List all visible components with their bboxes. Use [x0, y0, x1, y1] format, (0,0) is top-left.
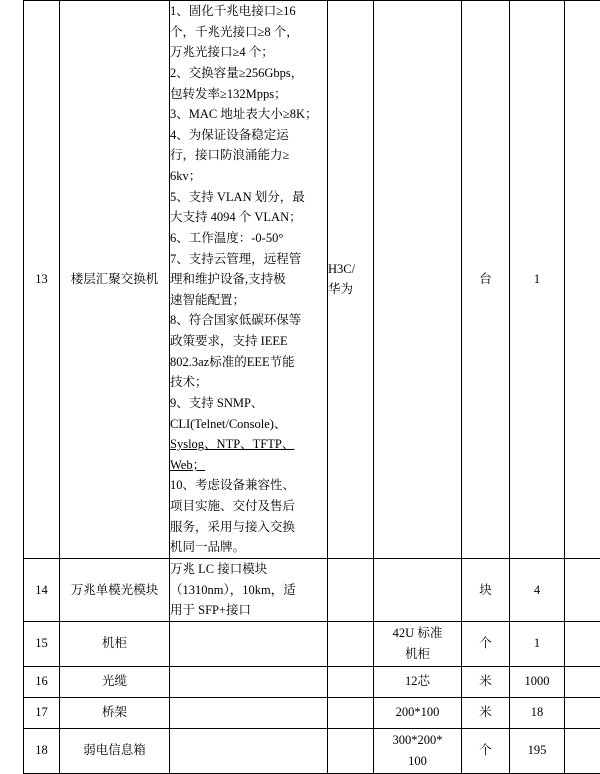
item-brand	[328, 1, 374, 559]
param-line: 100	[374, 751, 461, 772]
item-param	[374, 621, 462, 666]
spec-line: 6、工作温度：-0-50°	[170, 228, 327, 249]
item-name: 楼层汇聚交换机	[60, 1, 170, 559]
item-remark	[565, 1, 600, 559]
item-remark	[565, 666, 600, 697]
item-unit: 个	[462, 728, 510, 773]
spec-line: 2、交换容量≥256Gbps，	[170, 63, 327, 84]
row-index: 16	[24, 666, 60, 697]
item-brand	[328, 666, 374, 697]
spec-line: 万兆 LC 接口模块	[170, 559, 327, 580]
table-row	[24, 621, 600, 666]
table-body	[24, 1, 600, 774]
row-index: 17	[24, 697, 60, 728]
spec-line: 万兆光接口≥4 个；	[170, 42, 327, 63]
spec-line: 速智能配置；	[170, 290, 327, 311]
spec-line: 10、考虑设备兼容性、	[170, 475, 327, 496]
item-spec	[170, 728, 328, 773]
spec-line: CLI(Telnet/Console)、	[170, 414, 327, 435]
row-index: 14	[24, 558, 60, 621]
item-spec	[170, 621, 328, 666]
spec-line: 用于 SFP+接口	[170, 600, 327, 621]
item-spec	[170, 1, 328, 559]
item-quantity: 195	[510, 728, 565, 773]
item-remark	[565, 728, 600, 773]
brand-line: H3C/	[328, 259, 373, 280]
item-param	[374, 697, 462, 728]
item-name: 机柜	[60, 621, 170, 666]
spec-line: 7、支持云管理，远程管	[170, 249, 327, 270]
item-name: 万兆单模光模块	[60, 558, 170, 621]
spec-line: 8、符合国家低碳环保等	[170, 310, 327, 331]
equipment-spec-table	[23, 0, 600, 774]
item-brand	[328, 728, 374, 773]
item-spec	[170, 666, 328, 697]
spec-line: 个，千兆光接口≥8 个，	[170, 22, 327, 43]
table-row	[24, 558, 600, 621]
spec-line: 5、支持 VLAN 划分，最	[170, 187, 327, 208]
item-name: 桥架	[60, 697, 170, 728]
item-param	[374, 1, 462, 559]
item-quantity: 18	[510, 697, 565, 728]
row-index: 13	[24, 1, 60, 559]
spec-line: 服务，采用与接入交换	[170, 517, 327, 538]
spec-line: 项目实施、交付及售后	[170, 496, 327, 517]
spec-line: 4、为保证设备稳定运	[170, 125, 327, 146]
spec-line: （1310nm），10km，适	[170, 580, 327, 601]
item-param	[374, 728, 462, 773]
item-name: 光缆	[60, 666, 170, 697]
row-index: 15	[24, 621, 60, 666]
param-line: 42U 标准	[374, 623, 461, 644]
item-spec	[170, 697, 328, 728]
item-spec	[170, 558, 328, 621]
item-brand	[328, 697, 374, 728]
param-line: 200*100	[374, 702, 461, 723]
item-unit: 个	[462, 621, 510, 666]
spec-line: 802.3az标准的EEE节能	[170, 352, 327, 373]
item-unit: 台	[462, 1, 510, 559]
item-remark	[565, 621, 600, 666]
item-param	[374, 558, 462, 621]
item-remark	[565, 558, 600, 621]
param-line: 300*200*	[374, 730, 461, 751]
item-remark	[565, 697, 600, 728]
param-line: 12芯	[374, 671, 461, 692]
item-brand	[328, 558, 374, 621]
spec-line: 理和维护设备,支持极	[170, 269, 327, 290]
spec-line: 9、支持 SNMP、	[170, 393, 327, 414]
table-row	[24, 728, 600, 773]
spec-line: 大支持 4094 个 VLAN；	[170, 207, 327, 228]
item-unit: 米	[462, 697, 510, 728]
item-quantity: 1	[510, 621, 565, 666]
item-quantity: 1	[510, 1, 565, 559]
spec-line: 行，接口防浪涌能力≥	[170, 145, 327, 166]
spec-line: 1、固化千兆电接口≥16	[170, 1, 327, 22]
item-quantity: 4	[510, 558, 565, 621]
param-line: 机柜	[374, 644, 461, 665]
spec-line: 6kv；	[170, 166, 327, 187]
item-unit: 米	[462, 666, 510, 697]
item-param	[374, 666, 462, 697]
brand-line: 华为	[328, 279, 373, 300]
item-quantity: 1000	[510, 666, 565, 697]
item-brand	[328, 621, 374, 666]
item-name: 弱电信息箱	[60, 728, 170, 773]
table-row	[24, 666, 600, 697]
spec-line: 技术；	[170, 372, 327, 393]
row-index: 18	[24, 728, 60, 773]
table-row	[24, 697, 600, 728]
spec-line: 3、MAC 地址表大小≥8K；	[170, 104, 327, 125]
item-unit: 块	[462, 558, 510, 621]
spec-line: 包转发率≥132Mpps；	[170, 84, 327, 105]
spec-line: Syslog、NTP、TFTP、Web；	[170, 434, 327, 475]
table-row	[24, 1, 600, 559]
spec-line: 机同一品牌。	[170, 537, 327, 558]
spec-line: 政策要求，支持 IEEE	[170, 331, 327, 352]
